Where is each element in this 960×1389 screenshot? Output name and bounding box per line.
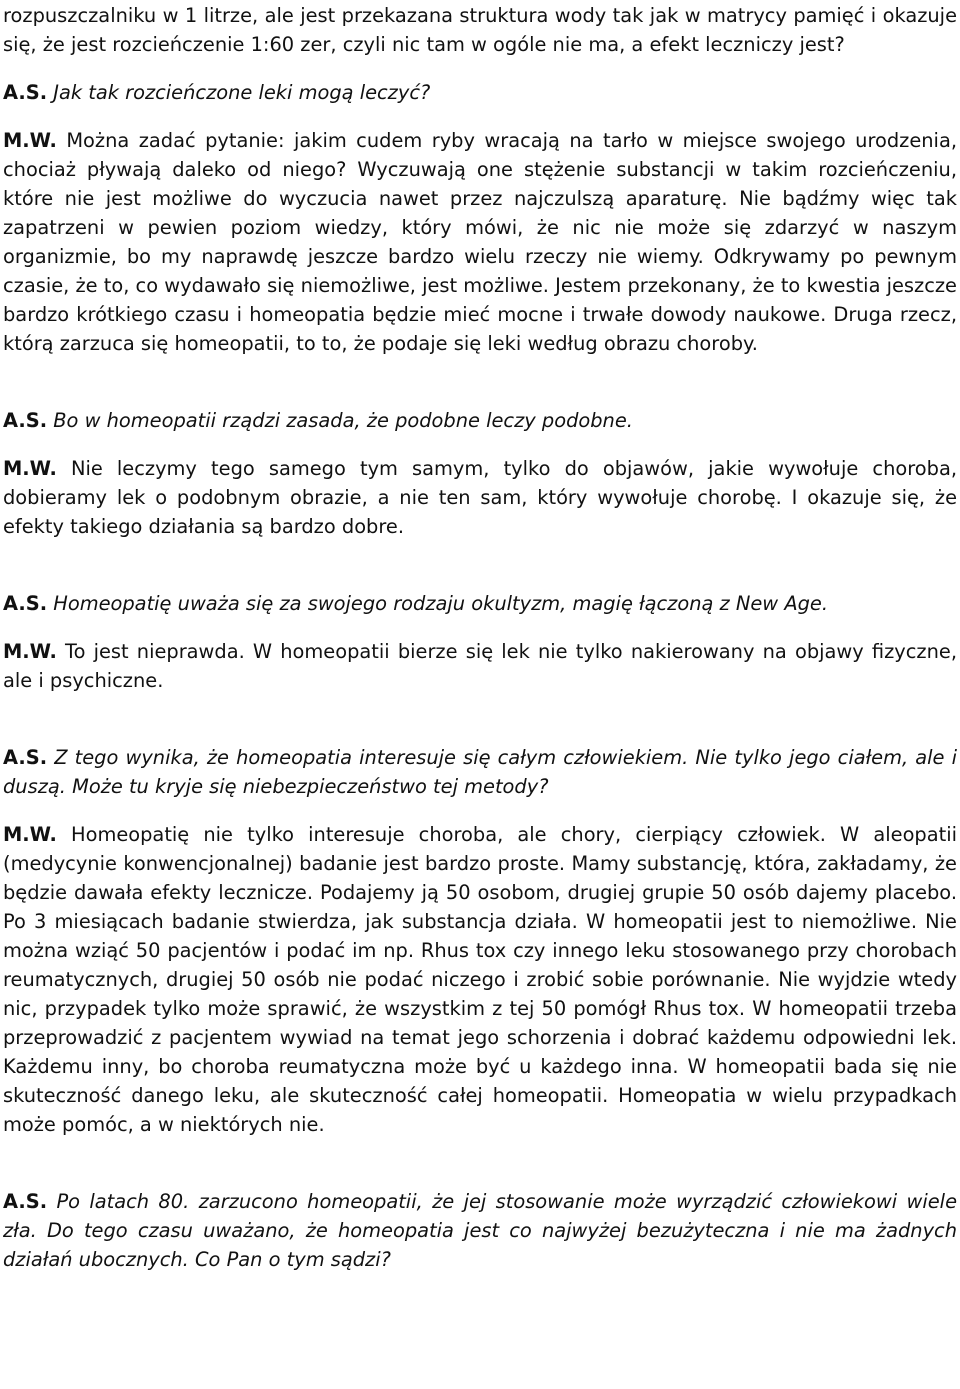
interviewee-initials: M.W.	[3, 129, 57, 152]
document-page	[3, 1, 957, 1274]
answer-text: Nie leczymy tego samego tym samym, tylko do objawów, jakie wywołuje choroba, dobieramy lek o podobnym obrazie, a nie ten sam, który wywołuje chorobę. I okazuje się, że efekty takiego działania są bardzo dobre.	[3, 457, 957, 538]
question-text: Homeopatię uważa się za swojego rodzaju okultyzm, magię łączoną z New Age.	[53, 592, 828, 615]
paragraph-gap	[3, 695, 957, 743]
question-paragraph	[3, 406, 957, 435]
paragraph-gap	[3, 801, 957, 820]
answer-paragraph	[3, 637, 957, 695]
question-text: Po latach 80. zarzucono homeopatii, że jej stosowanie może wyrządzić człowiekowi wiele zła. Do tego czasu uważano, że homeopatia jest co najwyżej bezużyteczna i nie ma żadnych działań ubocznych. Co Pan o tym sądzi?	[3, 1190, 957, 1271]
paragraph-gap	[3, 358, 957, 406]
interviewer-initials: A.S.	[3, 592, 48, 615]
question-paragraph	[3, 589, 957, 618]
interviewee-initials: M.W.	[3, 457, 57, 480]
answer-paragraph	[3, 820, 957, 1139]
question-text: Bo w homeopatii rządzi zasada, że podobne leczy podobne.	[53, 409, 633, 432]
paragraph-text: rozpuszczalniku w 1 litrze, ale jest przekazana struktura wody tak jak w matrycy pamięć i okazuje się, że jest rozcieńczenie 1:60 zer, czyli nic tam w ogóle nie ma, a efekt leczniczy jest?	[3, 4, 957, 56]
answer-text: To jest nieprawda. W homeopatii bierze się lek nie tylko nakierowany na objawy fizyczne, ale i psychiczne.	[3, 640, 957, 692]
question-paragraph	[3, 743, 957, 801]
question-paragraph	[3, 1187, 957, 1274]
answer-text: Homeopatię nie tylko interesuje choroba, ale chory, cierpiący człowiek. W aleopatii (medycynie konwencjonalnej) badanie jest bardzo proste. Mamy substancję, która, zakładamy, że będzie dawała efekty lecznicze. Podajemy ją 50 osobom, drugiej grupie 50 osób dajemy placebo. Po 3 miesiącach badanie stwierdza, jak substancja działa. W homeopatii jest to niemożliwe. Nie można wziąć 50 pacjentów i podać im np. Rhus tox czy innego leku stosowanego przy chorobach reumatycznych, drugiej 50 osób nie podać niczego i zrobić sobie porównanie. Nie wyjdzie wtedy nic, przypadek tylko może sprawić, że wszystkim z tej 50 pomógł Rhus tox. W homeopatii trzeba przeprowadzić z pacjentem wywiad na temat jego schorzenia i dobrać każdemu odpowiedni lek. Każdemu inny, bo choroba reumatyczna może być u każdego inna. W homeopatii bada się nie skuteczność danego leku, ale skuteczność całej homeopatii. Homeopatia w wielu przypadkach może pomóc, a w niektórych nie.	[3, 823, 957, 1136]
question-text: Z tego wynika, że homeopatia interesuje się całym człowiekiem. Nie tylko jego ciałem, ale i duszą. Może tu kryje się niebezpieczeństwo tej metody?	[3, 746, 957, 798]
paragraph-gap	[3, 1139, 957, 1187]
interviewee-initials: M.W.	[3, 823, 57, 846]
paragraph-gap	[3, 541, 957, 589]
question-text: Jak tak rozcieńczone leki mogą leczyć?	[53, 81, 431, 104]
paragraph-gap	[3, 618, 957, 637]
interviewer-initials: A.S.	[3, 81, 48, 104]
interviewer-initials: A.S.	[3, 409, 48, 432]
interviewer-initials: A.S.	[3, 1190, 48, 1213]
interviewee-initials: M.W.	[3, 640, 57, 663]
interviewer-initials: A.S.	[3, 746, 48, 769]
paragraph-gap	[3, 59, 957, 78]
paragraph-gap	[3, 435, 957, 454]
answer-text: Można zadać pytanie: jakim cudem ryby wracają na tarło w miejsce swojego urodzenia, chociaż pływają daleko od niego? Wyczuwają one stężenie substancji w takim rozcieńczeniu, które nie jest możliwe do wyczucia nawet przez najczulszą aparaturę. Nie bądźmy więc tak zapatrzeni w pewien poziom wiedzy, który mówi, że nic nie może się zdarzyć w naszym organizmie, bo my naprawdę jeszcze bardzo wielu rzeczy nie wiemy. Odkrywamy po pewnym czasie, że to, co wydawało się niemożliwe, jest możliwe. Jestem przekonany, że to kwestia jeszcze bardzo krótkiego czasu i homeopatia będzie mieć mocne i trwałe dowody naukowe. Druga rzecz, którą zarzuca się homeopatii, to to, że podaje się leki według obrazu choroby.	[3, 129, 957, 355]
continuation-paragraph	[3, 1, 957, 59]
paragraph-gap	[3, 107, 957, 126]
answer-paragraph	[3, 126, 957, 358]
question-paragraph	[3, 78, 957, 107]
answer-paragraph	[3, 454, 957, 541]
